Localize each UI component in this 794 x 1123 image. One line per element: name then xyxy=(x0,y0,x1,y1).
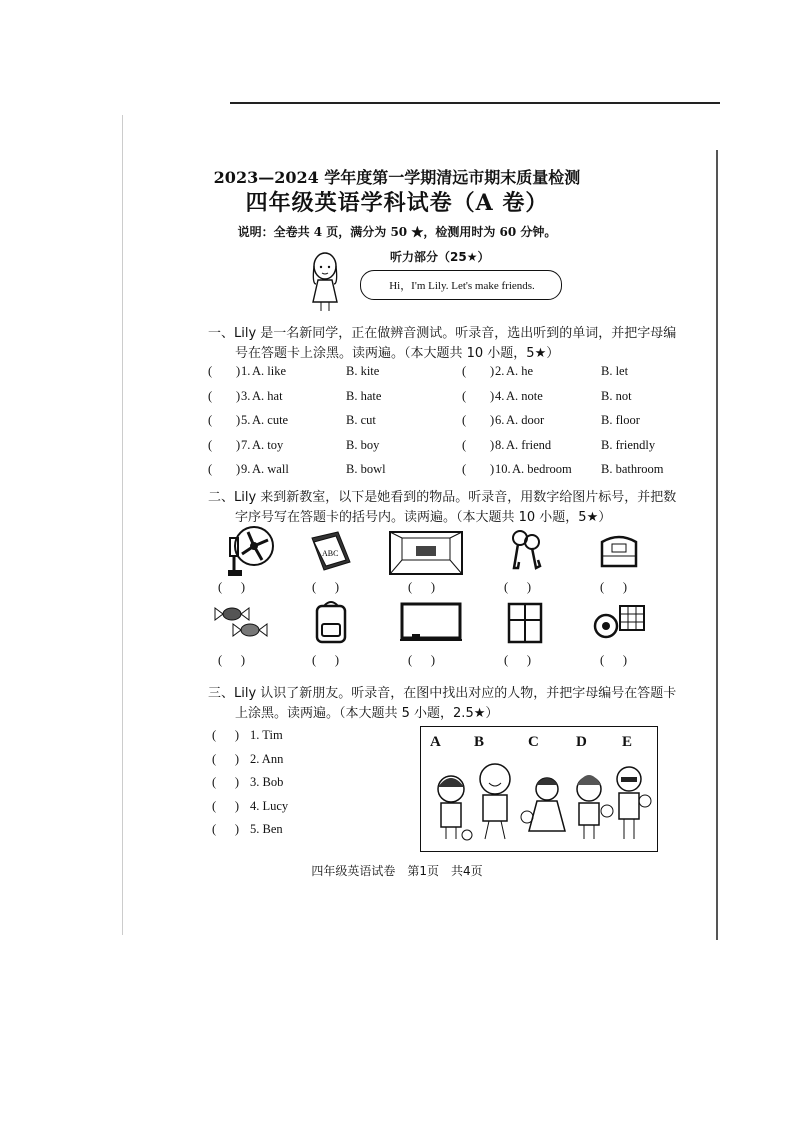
option-a[interactable]: A. like xyxy=(252,364,287,378)
friend-name-item: 1. Tim xyxy=(250,728,283,742)
answer-paren[interactable]: ( ) xyxy=(212,728,240,742)
friend-name-item: 4. Lucy xyxy=(250,798,289,813)
answer-paren-open[interactable]: ( xyxy=(208,462,213,476)
answer-paren-open[interactable]: ( xyxy=(208,388,213,403)
answer-paren-close: ) xyxy=(490,413,495,427)
option-a[interactable]: A. he xyxy=(506,364,534,378)
option-b[interactable]: B. cut xyxy=(346,413,376,427)
blackboard-icon xyxy=(398,602,464,644)
question-number: 3. xyxy=(241,388,251,403)
question-number: 8. xyxy=(495,437,505,452)
answer-paren-close: ) xyxy=(490,388,495,403)
picture-answer-paren[interactable]: ( ) xyxy=(600,580,628,594)
answer-paren-open[interactable]: ( xyxy=(462,364,467,378)
exam-title-line1: 2023—2024 学年度第一学期清远市期末质量检测 xyxy=(213,168,581,187)
friend-letter-e: E xyxy=(622,734,633,750)
page-footer: 四年级英语试卷 第1页 共4页 xyxy=(311,864,483,878)
answer-paren-open[interactable]: ( xyxy=(208,413,213,427)
section2-instruction xyxy=(208,488,676,528)
question-number: 10. xyxy=(495,462,511,476)
option-b[interactable]: B. kite xyxy=(346,364,380,378)
exam-note: 说明：全卷共 4 页，满分为 50 ★，检测用时为 60 分钟。 xyxy=(237,225,557,239)
question-number: 9. xyxy=(241,462,251,476)
section1-instruction xyxy=(208,324,676,364)
answer-paren-close: ) xyxy=(236,388,241,403)
option-b[interactable]: B. boy xyxy=(346,437,380,452)
answer-paren-open[interactable]: ( xyxy=(208,437,213,452)
option-a[interactable]: A. toy xyxy=(252,437,284,452)
answer-paren[interactable]: ( ) xyxy=(212,751,240,766)
picture-answer-paren[interactable]: ( ) xyxy=(504,653,532,667)
keys-icon xyxy=(506,528,546,574)
answer-paren-close: ) xyxy=(236,462,241,476)
friend-letter-a: A xyxy=(430,734,441,750)
top-border-line xyxy=(230,102,720,104)
question-number: 7. xyxy=(241,437,251,452)
question-number: 6. xyxy=(495,413,505,427)
friend-name-item: 3. Bob xyxy=(250,775,284,789)
book-icon xyxy=(308,528,354,578)
answer-paren-open[interactable]: ( xyxy=(208,364,213,378)
picture-answer-paren[interactable]: ( ) xyxy=(408,580,436,594)
option-b[interactable]: B. bowl xyxy=(346,462,386,476)
picture-answer-paren[interactable]: ( ) xyxy=(218,580,246,594)
lunch-box-icon xyxy=(598,530,640,572)
section1-instruction-line1: 一、Lily 是一名新同学，正在做辨音测试。听录音，选出听到的单词，并把字母编 xyxy=(208,326,677,341)
friend-name-item: 2. Ann xyxy=(250,751,284,766)
option-a[interactable]: A. cute xyxy=(252,413,289,427)
answer-paren-close: ) xyxy=(236,437,241,452)
right-border-line xyxy=(716,150,718,940)
answer-paren[interactable]: ( ) xyxy=(212,775,240,789)
option-b[interactable]: B. friendly xyxy=(601,437,656,452)
book-label: ABC xyxy=(322,549,339,558)
question-number: 4. xyxy=(495,388,505,403)
answer-paren-close: ) xyxy=(490,437,495,452)
picture-answer-paren[interactable]: ( ) xyxy=(408,653,436,667)
fan-icon xyxy=(220,524,278,580)
candies-icon xyxy=(212,600,272,644)
picture-answer-paren[interactable]: ( ) xyxy=(312,580,340,594)
option-a[interactable]: A. door xyxy=(506,413,545,427)
question-number: 5. xyxy=(241,413,251,427)
classroom-icon xyxy=(388,530,464,576)
section3-instruction-line2: 上涂黑。读两遍。（本大题共 5 小题，2.5★） xyxy=(235,706,499,721)
option-a[interactable]: A. wall xyxy=(252,462,289,476)
section2-instruction-line2: 字序号写在答题卡的括号内。读两遍。（本大题共 10 小题，5★） xyxy=(235,510,612,525)
option-a[interactable]: A. hat xyxy=(252,388,283,403)
option-b[interactable]: B. bathroom xyxy=(601,462,664,476)
listening-part-heading: 听力部分（25★） xyxy=(390,250,490,264)
section1-instruction-line2: 号在答题卡上涂黑。读两遍。（本大题共 10 小题，5★） xyxy=(235,346,560,361)
option-b[interactable]: B. floor xyxy=(601,413,640,427)
option-b[interactable]: B. hate xyxy=(346,388,382,403)
answer-paren-close: ) xyxy=(490,462,495,476)
picture-answer-paren[interactable]: ( ) xyxy=(312,653,340,667)
option-a[interactable]: A. friend xyxy=(506,437,552,452)
answer-paren-open[interactable]: ( xyxy=(462,462,467,476)
toys-icon xyxy=(592,600,650,642)
lily-girl-icon xyxy=(300,250,350,312)
window-icon xyxy=(506,602,544,644)
question-number: 2. xyxy=(495,364,505,378)
question-number: 1. xyxy=(241,364,251,378)
section2-instruction-line1: 二、Lily 来到新教室，以下是她看到的物品。听录音，用数字给图片标号，并把数 xyxy=(208,490,677,505)
friend-letter-b: B xyxy=(474,734,485,750)
answer-paren-close: ) xyxy=(236,364,241,378)
picture-answer-paren[interactable]: ( ) xyxy=(218,653,246,667)
option-a[interactable]: A. bedroom xyxy=(512,462,572,476)
section3-instruction-line1: 三、Lily 认识了新朋友。听录音，在图中找出对应的人物，并把字母编号在答题卡 xyxy=(208,686,677,701)
speech-bubble-text: Hi，I'm Lily. Let's make friends. xyxy=(389,280,535,292)
answer-paren-close: ) xyxy=(490,364,495,378)
answer-paren[interactable]: ( ) xyxy=(212,798,240,813)
picture-answer-paren[interactable]: ( ) xyxy=(504,580,532,594)
answer-paren-open[interactable]: ( xyxy=(462,437,467,452)
option-b[interactable]: B. let xyxy=(601,364,629,378)
picture-answer-paren[interactable]: ( ) xyxy=(600,653,628,667)
answer-paren[interactable]: ( ) xyxy=(212,822,240,836)
answer-paren-close: ) xyxy=(236,413,241,427)
exam-title-line2: 四年级英语学科试卷（A 卷） xyxy=(245,190,549,216)
answer-paren-open[interactable]: ( xyxy=(462,388,467,403)
answer-paren-open[interactable]: ( xyxy=(462,413,467,427)
option-a[interactable]: A. note xyxy=(506,388,543,403)
option-b[interactable]: B. not xyxy=(601,388,632,403)
friend-letter-c: C xyxy=(528,734,539,750)
schoolbag-icon xyxy=(312,598,350,646)
friend-name-item: 5. Ben xyxy=(250,822,283,836)
friend-letter-d: D xyxy=(576,734,587,750)
section3-instruction xyxy=(208,684,676,724)
